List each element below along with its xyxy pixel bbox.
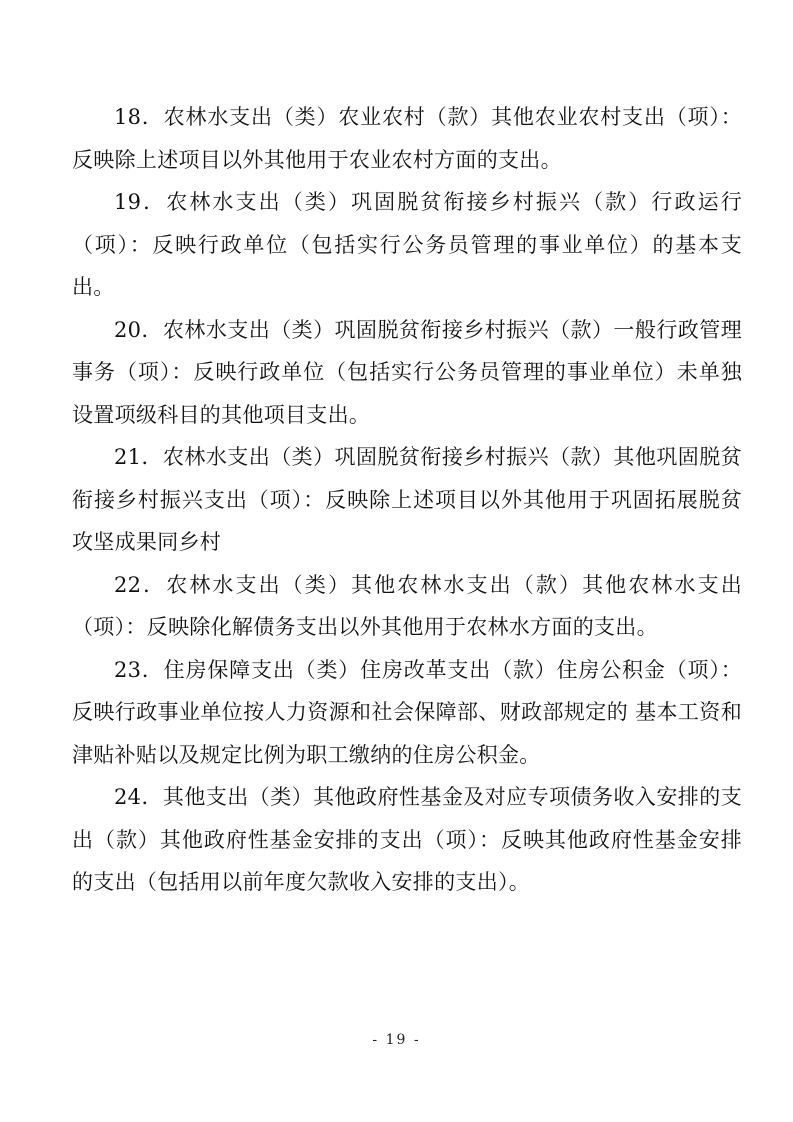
- page-number: - 19 -: [372, 1032, 421, 1048]
- paragraph-item-24: 24．其他支出（类）其他政府性基金及对应专项债务收入安排的支出（款）其他政府性基金安排的支出（项）：反映其他政府性基金安排的支出（包括用以前年度欠款收入安排的支出）。: [72, 785, 742, 894]
- paragraph-item-22: 22．农林水支出（类）其他农林水支出（款）其他农林水支出（项）：反映除化解债务支出以外其他用于农林水方面的支出。: [72, 572, 742, 639]
- paragraph-item-20: 20．农林水支出（类）巩固脱贫衔接乡村振兴（款）一般行政管理事务（项）：反映行政单位（包括实行公务员管理的事业单位）未单独设置项级科目的其他项目支出。: [72, 317, 742, 427]
- paragraph-item-19: 19．农林水支出（类）巩固脱贫衔接乡村振兴（款）行政运行（项）：反映行政单位（包括实行公务员管理的事业单位）的基本支出。: [72, 190, 742, 299]
- paragraph-item-23: 23．住房保障支出（类）住房改革支出（款）住房公积金（项）：反映行政事业单位按人力资源和社会保障部、财政部规定的 基本工资和津贴补贴以及规定比例为职工缴纳的住房公积金。: [72, 657, 742, 767]
- paragraph-item-18: 18．农林水支出（类）农业农村（款）其他农业农村支出（项）：反映除上述项目以外其他用于农业农村方面的支出。: [72, 105, 742, 172]
- document-body: [72, 96, 742, 904]
- paragraph-item-21: 21．农林水支出（类）巩固脱贫衔接乡村振兴（款）其他巩固脱贫衔接乡村振兴支出（项）：反映除上述项目以外其他用于巩固拓展脱贫攻坚成果同乡村: [72, 445, 742, 554]
